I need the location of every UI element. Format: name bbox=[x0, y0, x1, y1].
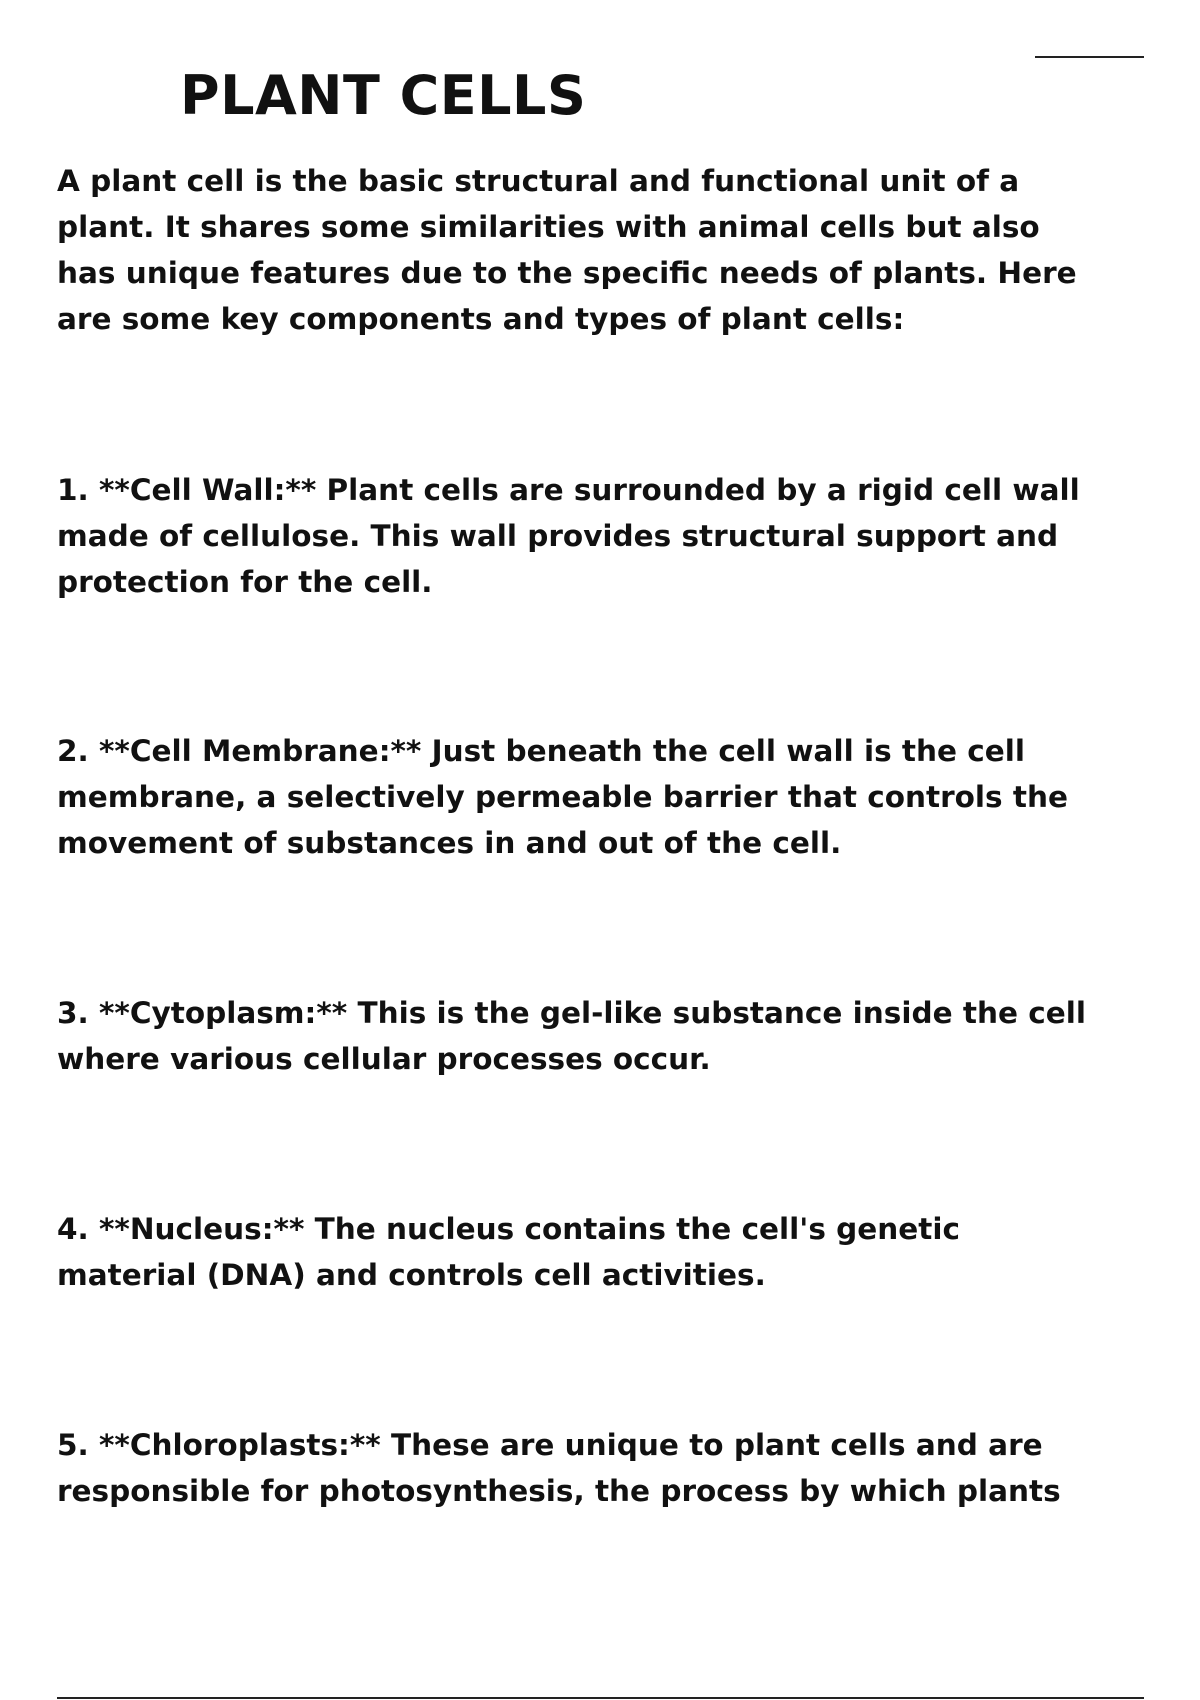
list-item-line: where various cellular processes occur. bbox=[57, 1042, 711, 1076]
list-item-line: 3. **Cytoplasm:** This is the gel-like substance inside the cell bbox=[57, 996, 1086, 1030]
page-title: PLANT CELLS bbox=[180, 64, 587, 127]
intro-paragraph bbox=[57, 158, 1077, 342]
list-item-line: 2. **Cell Membrane:** Just beneath the cell wall is the cell bbox=[57, 734, 1025, 768]
list-item-line: made of cellulose. This wall provides structural support and bbox=[57, 519, 1059, 553]
list-item-line: 5. **Chloroplasts:** These are unique to plant cells and are bbox=[57, 1428, 1043, 1462]
list-item-line: membrane, a selectively permeable barrier that controls the bbox=[57, 780, 1068, 814]
list-item-line: protection for the cell. bbox=[57, 565, 433, 599]
list-item-nucleus bbox=[57, 1206, 960, 1298]
list-item-line: 4. **Nucleus:** The nucleus contains the cell's genetic bbox=[57, 1212, 960, 1246]
list-item-line: material (DNA) and controls cell activities. bbox=[57, 1258, 766, 1292]
list-item-line: responsible for photosynthesis, the process by which plants bbox=[57, 1474, 1061, 1508]
intro-line: plant. It shares some similarities with animal cells but also bbox=[57, 210, 1040, 244]
bottom-rule bbox=[57, 1697, 1144, 1699]
intro-line: are some key components and types of plant cells: bbox=[57, 302, 905, 336]
list-item-cell-wall bbox=[57, 467, 1080, 605]
list-item-cell-membrane bbox=[57, 728, 1068, 866]
intro-line: A plant cell is the basic structural and functional unit of a bbox=[57, 164, 1020, 198]
list-item-cytoplasm bbox=[57, 990, 1086, 1082]
list-item-chloroplasts bbox=[57, 1422, 1061, 1514]
top-rule bbox=[1035, 56, 1144, 58]
list-item-line: movement of substances in and out of the cell. bbox=[57, 826, 842, 860]
intro-line: has unique features due to the specific needs of plants. Here bbox=[57, 256, 1077, 290]
list-item-line: 1. **Cell Wall:** Plant cells are surrounded by a rigid cell wall bbox=[57, 473, 1080, 507]
